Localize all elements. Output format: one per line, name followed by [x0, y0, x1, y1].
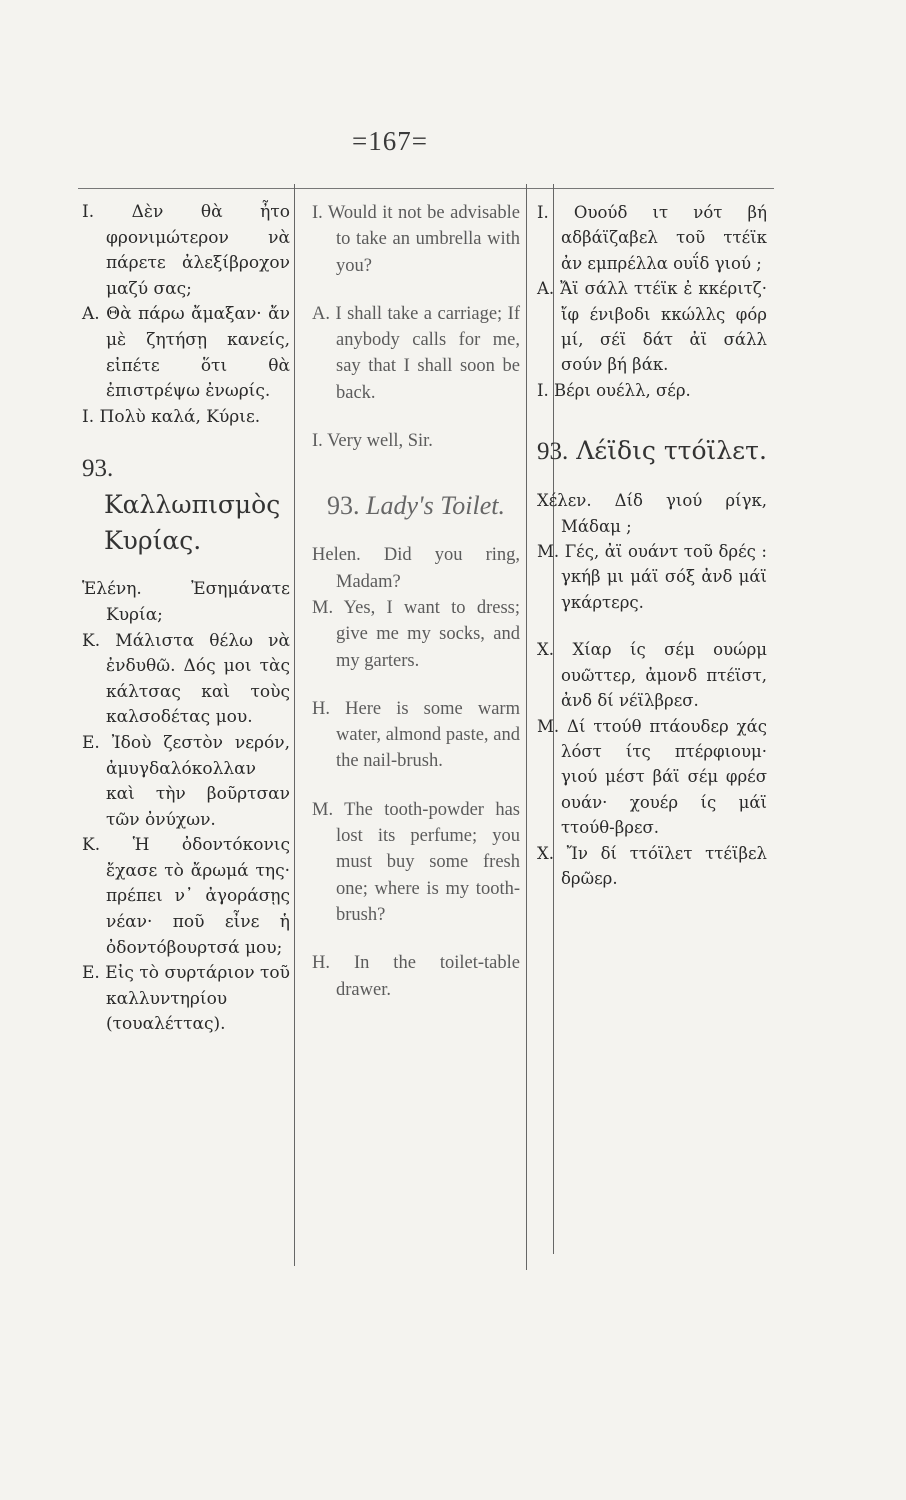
english-paragraph: H. Here is some warm water, almond paste, and the nail-brush. — [312, 698, 520, 772]
section-title: Καλλωπισμὸς Κυρίας. — [104, 490, 281, 556]
section-heading — [312, 488, 520, 524]
english-paragraph: M. Yes, I want to dress; give me my socks, and my garters. — [312, 597, 520, 671]
english-paragraph: H. In the toilet-table drawer. — [312, 953, 520, 1000]
greek-paragraph: Ι. Πολὺ καλά, Κύριε. — [82, 406, 261, 427]
greek-paragraph: Ἑλένη. Ἐσημάνατε Κυρία; — [82, 579, 290, 625]
phonetic-paragraph: Μ. Δί ττούθ πτάουδερ χάς λόστ ίτς πτέρφιουμ· γιού μέστ βάϊ σέμ φρέσ ουάν· χουέρ ίς μάϊ ττούθ-βρεσ. — [537, 716, 767, 838]
english-paragraph: I. Would it not be advisable to take an umbrella with you? — [312, 203, 520, 276]
phonetic-paragraph: Χέλεν. Δίδ γιού ρίγκ, Μάδαμ ; — [537, 491, 767, 536]
page-number: =167= — [352, 126, 428, 156]
section-number: 93. — [327, 491, 360, 521]
greek-paragraph: Α. Θὰ πάρω ἄμαξαν· ἄν μὲ ζητήσῃ κανείς, εἰπέτε ὅτι θὰ ἐπιστρέψω ἐνωρίς. — [82, 304, 290, 402]
english-paragraph: A. I shall take a carriage; If anybody calls for me, say that I shall soon be back. — [312, 303, 520, 403]
greek-paragraph: Κ. Ἡ ὀδοντόκονις ἔχασε τὸ ἄρωμά της· πρέπει ν᾽ ἀγοράσῃς νέαν· ποῦ εἶνε ἡ ὀδοντόβουρτσά μου; — [82, 835, 290, 958]
phonetic-paragraph: Ι. Ουούδ ιτ νότ βή αδβάϊζαβελ τοῦ ττέϊκ ἀν εμπρέλλα ουΐδ γιού ; — [537, 203, 767, 273]
greek-paragraph: Ι. Δὲν θὰ ἦτο φρονιμώτερον νὰ πάρετε ἀλεξίβροχον μαζύ σας; — [82, 202, 290, 299]
english-column — [312, 200, 520, 1003]
phonetic-paragraph: Μ. Γές, ἀϊ ουάντ τοῦ δρές : γκήβ μι μάϊ σόξ ἀνδ μάϊ γκάρτερς. — [537, 542, 767, 612]
phonetic-column — [537, 200, 767, 891]
phonetic-paragraph: Χ. Χίαρ ίς σέμ ουώρμ ουῶττερ, ἀμονδ πτέϊστ, ἀνδ δί νέϊλβρεσ. — [537, 640, 767, 711]
greek-column — [82, 200, 290, 1038]
section-number: 93. — [537, 438, 569, 466]
greek-paragraph: Ε. Εἰς τὸ συρτάριον τοῦ καλλυντηρίου (τουαλέττας). — [82, 963, 290, 1035]
english-paragraph: I. Very well, Sir. — [312, 431, 433, 452]
column-divider-2 — [526, 184, 527, 1270]
phonetic-paragraph: Α. Ἄϊ σάλλ ττέϊκ ἐ κκέριτζ· ἴφ ένιβοδι κκώλλς φόρ μί, σέϊ δάτ ἀϊ σάλλ σούν βή βάκ. — [537, 279, 767, 375]
column-divider-1 — [294, 184, 295, 1266]
header-rule — [78, 188, 774, 189]
section-heading — [537, 433, 767, 470]
phonetic-paragraph: Χ. Ἴν δί ττόϊλετ ττέϊβελ δρῶερ. — [537, 843, 767, 888]
english-paragraph: M. The tooth-powder has lost its perfume; you must buy some fresh one; where is my tooth- brush? — [312, 799, 520, 925]
english-paragraph: Helen. Did you ring, Madam? — [312, 545, 520, 592]
phonetic-paragraph: Ι. Βέρι ουέλλ, σέρ. — [537, 380, 691, 400]
section-number: 93. — [82, 455, 114, 483]
section-heading — [82, 450, 290, 559]
section-title: Lady's Toilet. — [366, 491, 505, 521]
greek-paragraph: Ε. Ἰδοὺ ζεστὸν νερόν, ἀμυγδαλόκολλαν καὶ τὴν βοῦρτσαν τῶν ὀνύχων. — [82, 732, 290, 830]
section-title: Λέϊδις ττόϊλετ. — [576, 436, 767, 466]
greek-paragraph: Κ. Μάλιστα θέλω νὰ ἐνδυθῶ. Δός μοι τὰς κάλτσας καὶ τοὺς καλσοδέτας μου. — [82, 630, 290, 728]
